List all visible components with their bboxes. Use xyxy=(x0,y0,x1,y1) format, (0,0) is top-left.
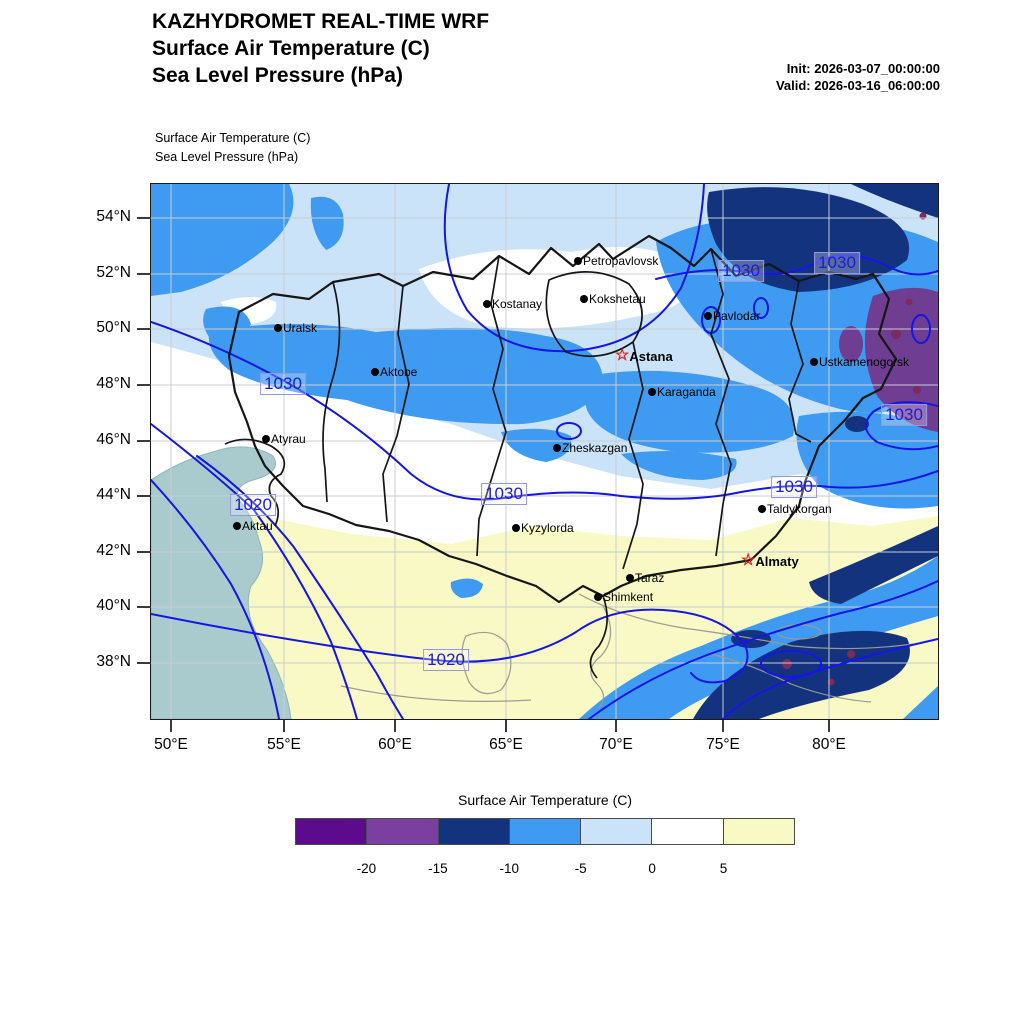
city-dot-icon xyxy=(594,593,602,601)
city-label: Ustkamenogorsk xyxy=(819,355,910,369)
lat-tick-label: 50°N xyxy=(96,319,131,336)
lat-tickmark xyxy=(137,495,151,497)
legend-title: Surface Air Temperature (C) xyxy=(457,792,633,808)
city-dot-icon xyxy=(648,388,656,396)
city-marker-taraz xyxy=(626,571,664,585)
pressure-contour-label: 1030 xyxy=(260,373,306,395)
lat-tick-label: 38°N xyxy=(96,653,131,670)
lon-tickmark xyxy=(722,720,724,732)
lat-tick-label: 42°N xyxy=(96,542,131,559)
pressure-contour-label: 1020 xyxy=(230,494,276,516)
lon-tickmark xyxy=(828,720,830,732)
city-marker-pavlodar xyxy=(704,309,760,323)
title-line-3: Sea Level Pressure (hPa) xyxy=(152,64,403,87)
pressure-contour-label: 1030 xyxy=(718,260,764,282)
city-label: Pavlodar xyxy=(713,309,761,323)
lon-tick-label: 75°E xyxy=(706,736,740,753)
city-label: Astana xyxy=(629,348,673,364)
lat-tickmark xyxy=(137,384,151,386)
pressure-contour-label: 1030 xyxy=(881,404,927,426)
city-marker-aktobe xyxy=(371,365,417,379)
run-timestamps xyxy=(776,60,940,94)
city-marker-karaganda xyxy=(648,385,716,399)
capital-star-icon: ☆ xyxy=(615,347,630,364)
city-marker-kyzylorda xyxy=(512,521,574,535)
pressure-contour-label: 1020 xyxy=(423,649,469,671)
lat-tickmark xyxy=(137,662,151,664)
legend-color-cell-3 xyxy=(509,819,580,844)
legend-ticks xyxy=(295,845,795,879)
city-label: Kostanay xyxy=(492,297,543,311)
lat-tickmark xyxy=(137,273,151,275)
city-dot-icon xyxy=(626,574,634,582)
temperature-legend xyxy=(295,792,795,879)
sublabel-temperature: Surface Air Temperature (C) xyxy=(155,131,311,145)
legend-color-cell-6 xyxy=(723,819,794,844)
lat-tickmark xyxy=(137,440,151,442)
city-label: Uralsk xyxy=(283,321,318,335)
pressure-contour-label: 1030 xyxy=(814,252,860,274)
title-line-1: KAZHYDROMET REAL-TIME WRF xyxy=(152,10,490,33)
lat-tick-label: 54°N xyxy=(96,208,131,225)
title-line-2: Surface Air Temperature (C) xyxy=(152,37,430,60)
city-marker-uralsk xyxy=(274,321,317,335)
legend-tick-1: -15 xyxy=(428,861,448,876)
legend-color-cell-0 xyxy=(296,819,366,844)
city-marker-kostanay xyxy=(483,297,542,311)
lon-tickmark xyxy=(615,720,617,732)
city-marker-kokshetau xyxy=(580,292,646,306)
city-label: Atyrau xyxy=(271,432,306,446)
legend-color-cell-5 xyxy=(651,819,722,844)
city-dot-icon xyxy=(574,257,582,265)
city-dot-icon xyxy=(704,312,712,320)
lat-tick-label: 48°N xyxy=(96,375,131,392)
lon-tickmark xyxy=(170,720,172,732)
city-dot-icon xyxy=(233,522,241,530)
map-frame xyxy=(96,183,939,753)
city-dot-icon xyxy=(512,524,520,532)
city-dot-icon xyxy=(580,295,588,303)
pressure-contour-label: 1030 xyxy=(481,483,527,505)
city-dot-icon xyxy=(262,435,270,443)
lon-tick-label: 65°E xyxy=(489,736,523,753)
lat-tick-label: 46°N xyxy=(96,431,131,448)
lat-tick-label: 40°N xyxy=(96,597,131,614)
city-label: Zheskazgan xyxy=(562,441,628,455)
capital-marker-almaty xyxy=(741,553,799,569)
legend-colorbar xyxy=(295,818,795,845)
lon-tick-label: 60°E xyxy=(378,736,412,753)
city-marker-petropavlovsk xyxy=(574,254,658,268)
city-dot-icon xyxy=(758,505,766,513)
city-marker-ustkamenogorsk xyxy=(810,355,909,369)
legend-color-cell-1 xyxy=(366,819,437,844)
city-dot-icon xyxy=(810,358,818,366)
map-sublabels xyxy=(155,129,310,167)
city-label: Kokshetau xyxy=(589,292,646,306)
legend-tick-2: -10 xyxy=(499,861,520,876)
city-label: Aktobe xyxy=(380,365,418,379)
city-label: Kyzylorda xyxy=(521,521,574,535)
city-marker-taldykorgan xyxy=(758,502,832,516)
city-dot-icon xyxy=(553,444,561,452)
pressure-contour-label: 1030 xyxy=(771,476,817,498)
city-label: Taraz xyxy=(635,571,665,585)
valid-timestamp: Valid: 2026-03-16_06:00:00 xyxy=(775,78,940,93)
legend-tick-5: 5 xyxy=(719,861,728,876)
lat-tickmark xyxy=(137,217,151,219)
city-label: Shimkent xyxy=(603,590,654,604)
capital-marker-astana xyxy=(615,348,673,364)
lat-tickmark xyxy=(137,551,151,553)
lon-tick-label: 55°E xyxy=(267,736,301,753)
lat-tick-label: 44°N xyxy=(96,486,131,503)
legend-tick-3: -5 xyxy=(574,861,587,876)
legend-tick-0: -20 xyxy=(356,861,377,876)
city-dot-icon xyxy=(371,368,379,376)
city-label: Aktau xyxy=(242,519,273,533)
city-marker-atyrau xyxy=(262,432,306,446)
lat-tickmark xyxy=(137,328,151,330)
city-label: Almaty xyxy=(755,553,799,569)
legend-color-cell-2 xyxy=(438,819,509,844)
city-marker-aktau xyxy=(233,519,273,533)
init-timestamp: Init: 2026-03-07_00:00:00 xyxy=(786,61,940,76)
lon-tick-label: 80°E xyxy=(812,736,846,753)
city-dot-icon xyxy=(483,300,491,308)
capital-star-icon: ☆ xyxy=(741,552,756,569)
city-label: Taldykorgan xyxy=(767,502,832,516)
city-dot-icon xyxy=(274,324,282,332)
sublabel-pressure: Sea Level Pressure (hPa) xyxy=(155,150,299,164)
legend-color-cell-4 xyxy=(580,819,651,844)
lon-tickmark xyxy=(505,720,507,732)
page-title xyxy=(152,8,489,89)
lon-tickmark xyxy=(283,720,285,732)
lon-tick-label: 50°E xyxy=(154,736,188,753)
legend-tick-4: 0 xyxy=(648,861,656,876)
city-label: Karaganda xyxy=(657,385,716,399)
city-marker-shimkent xyxy=(594,590,653,604)
lon-tickmark xyxy=(394,720,396,732)
city-label: Petropavlovsk xyxy=(583,254,659,268)
lat-tickmark xyxy=(137,606,151,608)
lat-tick-label: 52°N xyxy=(96,264,131,281)
lon-tick-label: 70°E xyxy=(599,736,633,753)
city-marker-zheskazgan xyxy=(553,441,627,455)
